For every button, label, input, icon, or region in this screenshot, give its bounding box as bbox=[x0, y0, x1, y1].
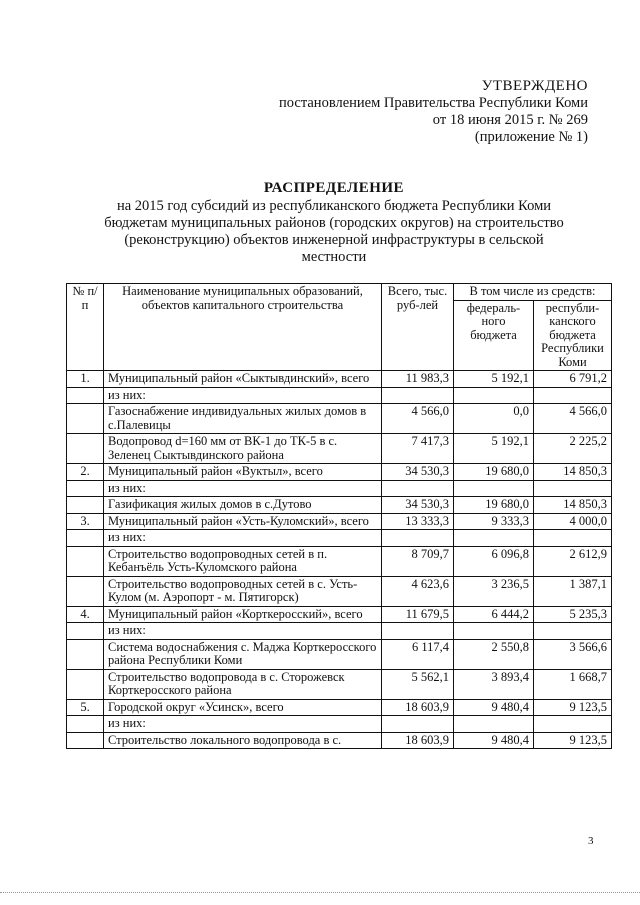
row-name: из них: bbox=[104, 530, 382, 547]
row-name: Строительство локального водопровода в с. bbox=[104, 732, 382, 749]
row-federal: 9 480,4 bbox=[454, 732, 534, 749]
row-federal: 9 480,4 bbox=[454, 699, 534, 716]
row-federal: 19 680,0 bbox=[454, 464, 534, 481]
header-total: Всего, тыс. руб-лей bbox=[382, 284, 454, 371]
row-total: 18 603,9 bbox=[382, 699, 454, 716]
table-row bbox=[67, 732, 612, 749]
page-number: 3 bbox=[588, 835, 594, 847]
table-row bbox=[67, 480, 612, 497]
row-republic bbox=[534, 623, 612, 640]
approval-resolution: постановлением Правительства Республики Коми bbox=[279, 95, 588, 111]
row-name: Муниципальный район «Усть-Куломский», всего bbox=[104, 513, 382, 530]
table-row bbox=[67, 530, 612, 547]
header-federal: федераль-ного бюджета bbox=[454, 300, 534, 371]
table-row bbox=[67, 576, 612, 606]
title-line-1: на 2015 год субсидий из республиканского бюджета Республики Коми bbox=[116, 198, 552, 214]
row-num bbox=[67, 404, 104, 434]
row-total: 13 333,3 bbox=[382, 513, 454, 530]
row-name: Строительство водопроводных сетей в с. Усть-Кулом (м. Аэропорт - м. Пятигорск) bbox=[104, 576, 382, 606]
table-row bbox=[67, 371, 612, 388]
row-federal bbox=[454, 623, 534, 640]
row-total: 8 709,7 bbox=[382, 546, 454, 576]
row-name: Муниципальный район «Вуктыл», всего bbox=[104, 464, 382, 481]
row-name: Строительство водопроводных сетей в п. Кебанъёль Усть-Куломского района bbox=[104, 546, 382, 576]
row-federal: 19 680,0 bbox=[454, 497, 534, 514]
row-name: Муниципальный район «Корткеросский», всего bbox=[104, 606, 382, 623]
title-line-4: местности bbox=[301, 249, 367, 265]
table-row bbox=[67, 497, 612, 514]
row-federal: 3 893,4 bbox=[454, 669, 534, 699]
row-total bbox=[382, 387, 454, 404]
approval-heading: УТВЕРЖДЕНО bbox=[481, 78, 588, 94]
row-federal: 3 236,5 bbox=[454, 576, 534, 606]
row-total bbox=[382, 530, 454, 547]
row-federal bbox=[454, 480, 534, 497]
row-num bbox=[67, 716, 104, 733]
row-republic: 6 791,2 bbox=[534, 371, 612, 388]
row-federal: 0,0 bbox=[454, 404, 534, 434]
table-body bbox=[67, 371, 612, 749]
row-total: 11 983,3 bbox=[382, 371, 454, 388]
row-total bbox=[382, 480, 454, 497]
table-row bbox=[67, 699, 612, 716]
row-total: 6 117,4 bbox=[382, 639, 454, 669]
approval-block bbox=[279, 78, 588, 146]
row-name: Городской округ «Усинск», всего bbox=[104, 699, 382, 716]
table-row bbox=[67, 387, 612, 404]
approval-appendix: (приложение № 1) bbox=[474, 129, 588, 145]
row-name: из них: bbox=[104, 387, 382, 404]
row-republic: 9 123,5 bbox=[534, 732, 612, 749]
row-name: Водопровод d=160 мм от ВК-1 до ТК-5 в с. Зеленец Сыктывдинского района bbox=[104, 434, 382, 464]
table-row bbox=[67, 546, 612, 576]
table-row bbox=[67, 606, 612, 623]
header-including: В том числе из средств: bbox=[454, 284, 612, 301]
row-federal bbox=[454, 530, 534, 547]
row-name: из них: bbox=[104, 716, 382, 733]
row-total: 34 530,3 bbox=[382, 497, 454, 514]
table-row bbox=[67, 464, 612, 481]
row-republic: 4 566,0 bbox=[534, 404, 612, 434]
row-num: 4. bbox=[67, 606, 104, 623]
row-federal: 5 192,1 bbox=[454, 371, 534, 388]
row-num bbox=[67, 530, 104, 547]
row-federal bbox=[454, 716, 534, 733]
row-republic: 2 612,9 bbox=[534, 546, 612, 576]
row-num: 2. bbox=[67, 464, 104, 481]
row-total bbox=[382, 623, 454, 640]
header-republic: республи-канского бюджета Республики Коми bbox=[534, 300, 612, 371]
row-total: 7 417,3 bbox=[382, 434, 454, 464]
row-republic: 14 850,3 bbox=[534, 464, 612, 481]
row-total: 11 679,5 bbox=[382, 606, 454, 623]
row-republic: 1 668,7 bbox=[534, 669, 612, 699]
row-republic: 9 123,5 bbox=[534, 699, 612, 716]
row-num: 1. bbox=[67, 371, 104, 388]
row-num bbox=[67, 623, 104, 640]
row-federal: 2 550,8 bbox=[454, 639, 534, 669]
row-name: Строительство водопровода в с. Сторожевск Корткеросского района bbox=[104, 669, 382, 699]
row-republic: 5 235,3 bbox=[534, 606, 612, 623]
table-row bbox=[67, 623, 612, 640]
row-republic bbox=[534, 530, 612, 547]
row-federal: 6 444,2 bbox=[454, 606, 534, 623]
row-total: 5 562,1 bbox=[382, 669, 454, 699]
row-num bbox=[67, 732, 104, 749]
table-row bbox=[67, 716, 612, 733]
table-row bbox=[67, 404, 612, 434]
row-republic: 4 000,0 bbox=[534, 513, 612, 530]
title-main: РАСПРЕДЕЛЕНИЕ bbox=[263, 180, 405, 196]
distribution-table bbox=[66, 283, 612, 749]
table-row bbox=[67, 639, 612, 669]
row-num bbox=[67, 480, 104, 497]
row-name: Газоснабжение индивидуальных жилых домов в с.Палевицы bbox=[104, 404, 382, 434]
row-num bbox=[67, 546, 104, 576]
row-num: 3. bbox=[67, 513, 104, 530]
row-federal: 6 096,8 bbox=[454, 546, 534, 576]
row-federal bbox=[454, 387, 534, 404]
row-name: Муниципальный район «Сыктывдинский», всего bbox=[104, 371, 382, 388]
row-total: 34 530,3 bbox=[382, 464, 454, 481]
row-name: Газификация жилых домов в с.Дутово bbox=[104, 497, 382, 514]
table-row bbox=[67, 513, 612, 530]
row-num bbox=[67, 576, 104, 606]
row-republic: 14 850,3 bbox=[534, 497, 612, 514]
row-num bbox=[67, 387, 104, 404]
scan-artifact-divider bbox=[0, 892, 640, 899]
title-line-2: бюджетам муниципальных районов (городских округов) на строительство bbox=[104, 215, 564, 231]
row-federal: 9 333,3 bbox=[454, 513, 534, 530]
row-total: 4 623,6 bbox=[382, 576, 454, 606]
row-republic bbox=[534, 387, 612, 404]
row-republic: 2 225,2 bbox=[534, 434, 612, 464]
row-name: из них: bbox=[104, 480, 382, 497]
title-line-3: (реконструкцию) объектов инженерной инфраструктуры в сельской bbox=[124, 232, 544, 248]
header-num: № п/п bbox=[67, 284, 104, 371]
row-num bbox=[67, 497, 104, 514]
row-total bbox=[382, 716, 454, 733]
row-republic: 1 387,1 bbox=[534, 576, 612, 606]
row-num bbox=[67, 669, 104, 699]
table-row bbox=[67, 669, 612, 699]
row-federal: 5 192,1 bbox=[454, 434, 534, 464]
row-republic: 3 566,6 bbox=[534, 639, 612, 669]
table-row bbox=[67, 434, 612, 464]
row-name: Система водоснабжения с. Маджа Корткеросского района Республики Коми bbox=[104, 639, 382, 669]
row-total: 18 603,9 bbox=[382, 732, 454, 749]
row-num bbox=[67, 434, 104, 464]
row-num: 5. bbox=[67, 699, 104, 716]
row-republic bbox=[534, 716, 612, 733]
approval-date: от 18 июня 2015 г. № 269 bbox=[432, 112, 588, 128]
row-republic bbox=[534, 480, 612, 497]
header-name: Наименование муниципальных образований, объектов капитального строительства bbox=[104, 284, 382, 371]
row-name: из них: bbox=[104, 623, 382, 640]
document-title bbox=[60, 180, 608, 266]
row-total: 4 566,0 bbox=[382, 404, 454, 434]
row-num bbox=[67, 639, 104, 669]
